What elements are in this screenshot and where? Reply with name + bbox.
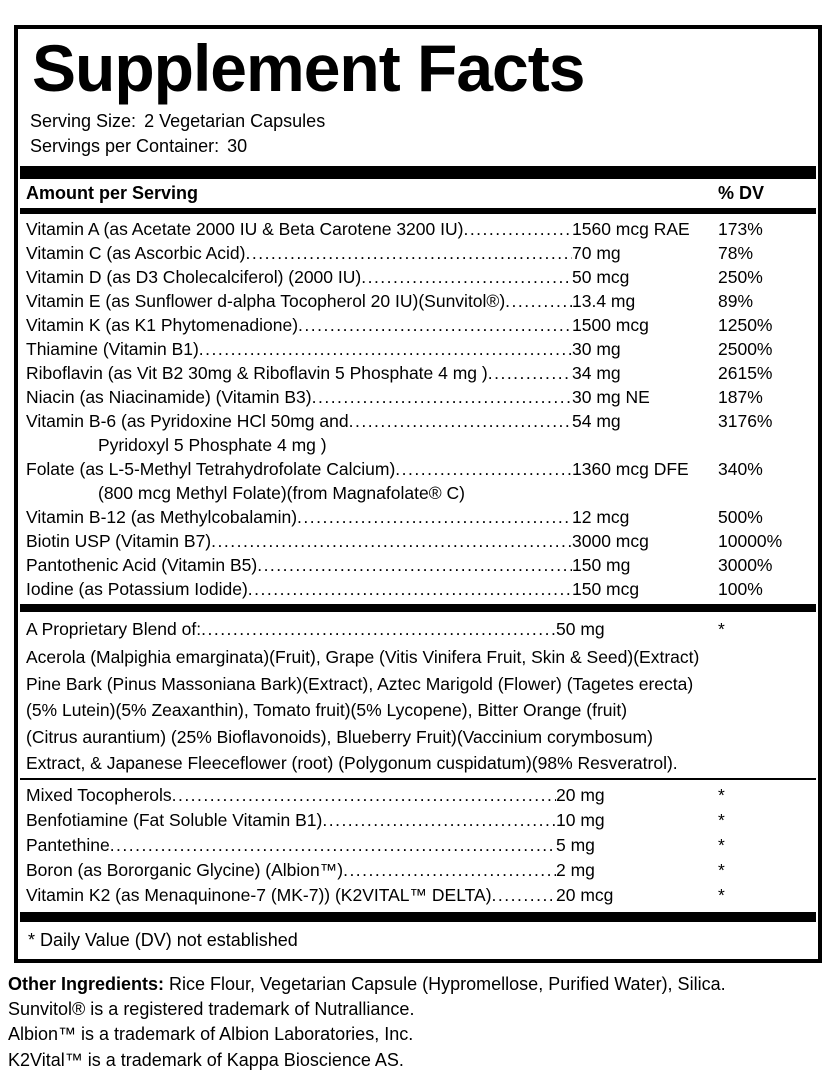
- table-row: [26, 409, 810, 433]
- ingredient-amount: 70 mg: [572, 241, 718, 265]
- other-ingredients-line: [8, 972, 835, 997]
- blend-description-line: Pine Bark (Pinus Massoniana Bark)(Extract), Aztec Marigold (Flower) (Tagetes erecta): [26, 671, 810, 698]
- blend-description-line: Acerola (Malpighia emarginata)(Fruit), Grape (Vitis Vinifera Fruit, Skin & Seed)(Extract): [26, 644, 810, 671]
- servings-per-container-line: [30, 134, 810, 159]
- serving-size-label: Serving Size:: [30, 111, 136, 131]
- ingredient-amount: 1500 mcg: [572, 313, 718, 337]
- blend-description-line: (Citrus aurantium) (25% Bioflavonoids), Blueberry Fruit)(Vaccinium corymbosum): [26, 724, 810, 751]
- dot-leader: [257, 553, 572, 577]
- ingredient-continuation: Pyridoxyl 5 Phosphate 4 mg ): [26, 433, 810, 457]
- ingredient-amount: 54 mg: [572, 409, 718, 433]
- table-row: [26, 808, 810, 833]
- table-row: [26, 577, 810, 601]
- ingredient-dv: *: [702, 833, 810, 858]
- serving-size-line: [30, 109, 810, 134]
- ingredient-dv: 78%: [718, 241, 810, 265]
- table-row: [26, 361, 810, 385]
- blend-description-line: Extract, & Japanese Fleeceflower (root) (Polygonum cuspidatum)(98% Resveratrol).: [26, 750, 810, 777]
- table-row: [26, 289, 810, 313]
- table-row: [26, 529, 810, 553]
- ingredient-name: Folate (as L-5-Methyl Tetrahydrofolate Calcium): [26, 457, 395, 481]
- dot-leader: [505, 289, 572, 313]
- blend-description-line: (5% Lutein)(5% Zeaxanthin), Tomato fruit)(5% Lycopene), Bitter Orange (fruit): [26, 697, 810, 724]
- ingredient-dv: *: [702, 858, 810, 883]
- table-row: [26, 553, 810, 577]
- table-row: [26, 833, 810, 858]
- divider-bar-thick-top: [20, 166, 816, 179]
- ingredient-dv: *: [702, 883, 810, 908]
- divider-bar-blend: [20, 604, 816, 612]
- ingredient-name: Vitamin K2 (as Menaquinone-7 (MK-7)) (K2VITAL™ DELTA): [26, 883, 492, 908]
- ingredient-name: Vitamin B-6 (as Pyridoxine HCl 50mg and: [26, 409, 349, 433]
- table-row: [26, 241, 810, 265]
- divider-bar-under-header: [20, 208, 816, 214]
- dot-leader: [172, 783, 556, 808]
- ingredient-name: Thiamine (Vitamin B1): [26, 337, 199, 361]
- ingredient-dv: 3000%: [718, 553, 810, 577]
- supplement-facts-panel: [14, 25, 822, 963]
- ingredient-amount: 34 mg: [572, 361, 718, 385]
- ingredient-dv: 187%: [718, 385, 810, 409]
- ingredient-name: Pantothenic Acid (Vitamin B5): [26, 553, 257, 577]
- ingredient-name: Mixed Tocopherols: [26, 783, 172, 808]
- divider-bar-footnote: [20, 912, 816, 922]
- ingredient-name: Benfotiamine (Fat Soluble Vitamin B1): [26, 808, 322, 833]
- table-row: [26, 385, 810, 409]
- extras-section: [26, 783, 810, 908]
- table-row: [26, 457, 810, 481]
- trademark-line: Albion™ is a trademark of Albion Laboratories, Inc.: [8, 1022, 835, 1048]
- dot-leader: [312, 385, 572, 409]
- ingredient-amount: 50 mg: [556, 616, 702, 643]
- ingredient-amount: 30 mg NE: [572, 385, 718, 409]
- table-row: [26, 783, 810, 808]
- divider-rule-thin: [20, 778, 816, 780]
- ingredient-continuation: (800 mcg Methyl Folate)(from Magnafolate® C): [26, 481, 810, 505]
- ingredient-dv: 10000%: [718, 529, 810, 553]
- ingredient-name: Iodine (as Potassium Iodide): [26, 577, 248, 601]
- ingredient-name: Biotin USP (Vitamin B7): [26, 529, 211, 553]
- ingredient-amount: 2 mg: [556, 858, 702, 883]
- ingredient-amount: 30 mg: [572, 337, 718, 361]
- ingredient-dv: *: [702, 808, 810, 833]
- trademark-line: Sunvitol® is a registered trademark of Nutralliance.: [8, 997, 835, 1023]
- dot-leader: [488, 361, 572, 385]
- dot-leader: [248, 577, 572, 601]
- table-row: [26, 858, 810, 883]
- dot-leader: [322, 808, 556, 833]
- table-header-row: [26, 179, 810, 208]
- ingredient-name: Riboflavin (as Vit B2 30mg & Riboflavin 5 Phosphate 4 mg ): [26, 361, 488, 385]
- dot-leader: [361, 265, 572, 289]
- proprietary-blend-row: [26, 616, 810, 643]
- servings-label: Servings per Container:: [30, 136, 219, 156]
- ingredient-name: Vitamin D (as D3 Cholecalciferol) (2000 IU): [26, 265, 361, 289]
- table-row: [26, 883, 810, 908]
- ingredient-amount: 20 mg: [556, 783, 702, 808]
- ingredient-amount: 20 mcg: [556, 883, 702, 908]
- dot-leader: [343, 858, 556, 883]
- dot-leader: [201, 616, 556, 643]
- ingredient-name: Vitamin C (as Ascorbic Acid): [26, 241, 245, 265]
- ingredient-name: Vitamin K (as K1 Phytomenadione): [26, 313, 298, 337]
- ingredient-amount: 150 mg: [572, 553, 718, 577]
- panel-title: Supplement Facts: [32, 33, 810, 103]
- dot-leader: [110, 833, 556, 858]
- trademark-line: K2Vital™ is a trademark of Kappa Bioscience AS.: [8, 1048, 835, 1073]
- dot-leader: [395, 457, 572, 481]
- trademark-notes: [8, 997, 835, 1073]
- percent-dv-header: % DV: [718, 180, 810, 207]
- ingredient-dv: *: [702, 783, 810, 808]
- dot-leader: [463, 217, 572, 241]
- ingredient-dv: 340%: [718, 457, 810, 481]
- ingredient-amount: 3000 mcg: [572, 529, 718, 553]
- ingredient-dv: 1250%: [718, 313, 810, 337]
- dot-leader: [349, 409, 572, 433]
- serving-size-value: 2 Vegetarian Capsules: [144, 111, 325, 131]
- ingredient-amount: 1360 mcg DFE: [572, 457, 718, 481]
- daily-value-footnote: * Daily Value (DV) not established: [26, 926, 810, 955]
- ingredient-dv: *: [702, 616, 810, 643]
- ingredient-dv: 250%: [718, 265, 810, 289]
- table-row: [26, 337, 810, 361]
- ingredient-amount: 10 mg: [556, 808, 702, 833]
- table-row: [26, 313, 810, 337]
- other-ingredients-label: Other Ingredients:: [8, 974, 164, 994]
- ingredient-name: Vitamin E (as Sunflower d-alpha Tocopherol 20 IU)(Sunvitol®): [26, 289, 505, 313]
- ingredient-dv: 500%: [718, 505, 810, 529]
- dot-leader: [297, 505, 572, 529]
- vitamins-section: [26, 217, 810, 601]
- ingredient-amount: 50 mcg: [572, 265, 718, 289]
- amount-per-serving-header: Amount per Serving: [26, 180, 198, 207]
- ingredient-amount: 13.4 mg: [572, 289, 718, 313]
- ingredient-amount: 150 mcg: [572, 577, 718, 601]
- dot-leader: [199, 337, 572, 361]
- ingredient-dv: 2500%: [718, 337, 810, 361]
- ingredient-name: Pantethine: [26, 833, 110, 858]
- dot-leader: [492, 883, 556, 908]
- ingredient-amount: 12 mcg: [572, 505, 718, 529]
- ingredient-dv: 173%: [718, 217, 810, 241]
- ingredient-dv: 2615%: [718, 361, 810, 385]
- servings-value: 30: [227, 136, 247, 156]
- ingredient-name: Niacin (as Niacinamide) (Vitamin B3): [26, 385, 312, 409]
- ingredient-name: Vitamin B-12 (as Methylcobalamin): [26, 505, 297, 529]
- ingredient-dv: 100%: [718, 577, 810, 601]
- dot-leader: [211, 529, 572, 553]
- ingredient-name: A Proprietary Blend of:: [26, 616, 201, 643]
- dot-leader: [298, 313, 572, 337]
- table-row: [26, 616, 810, 643]
- ingredient-dv: 89%: [718, 289, 810, 313]
- ingredient-name: Vitamin A (as Acetate 2000 IU & Beta Carotene 3200 IU): [26, 217, 463, 241]
- table-row: [26, 505, 810, 529]
- ingredient-name: Boron (as Bororganic Glycine) (Albion™): [26, 858, 343, 883]
- ingredient-amount: 1560 mcg RAE: [572, 217, 718, 241]
- table-row: [26, 217, 810, 241]
- other-ingredients-text: Rice Flour, Vegetarian Capsule (Hypromellose, Purified Water), Silica.: [164, 974, 726, 994]
- ingredient-amount: 5 mg: [556, 833, 702, 858]
- ingredient-dv: 3176%: [718, 409, 810, 433]
- table-row: [26, 265, 810, 289]
- below-panel-text: [8, 972, 835, 1073]
- dot-leader: [245, 241, 572, 265]
- proprietary-blend-description: [26, 644, 810, 777]
